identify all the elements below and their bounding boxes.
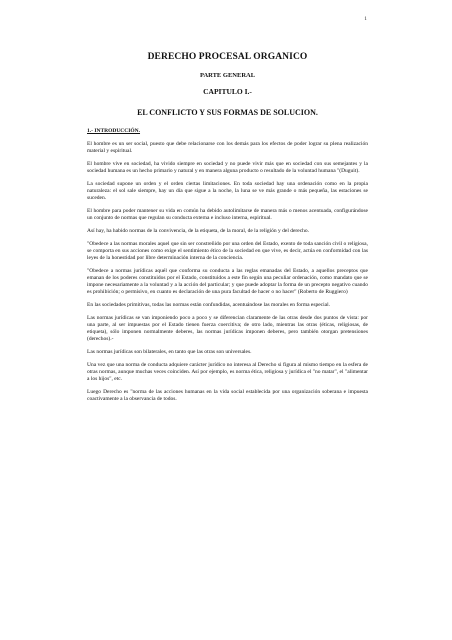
paragraph: Una vez que una norma de conducta adquiere carácter jurídico no interesa al Derecho si figura al mismo tiempo en la esfera de otras normas, aunque muchas veces coinciden. Así por ejemplo, es norma ética, religiosa y jurídica el "no matar", el "alimentar a los hijos", etc.: [87, 361, 368, 382]
paragraph: Las normas jurídicas se van imponiendo poco a poco y se diferencian claramente de las otras desde dos puntos de vista: por una parte, al ser impuestas por el Estado tienen fuerza coercitiva; de otro lado, mientras las otras (éticas, religiosas, de etiqueta), sólo imponen normalmente deberes, las normas jurídicas imponen deberes, pero también otorgan pretensiones (derechos).-: [87, 314, 368, 342]
paragraph: Luego Derecho es "norma de las acciones humanas en la vida social establecida por una organización soberana e impuesta coactivamente a la observancia de todos.: [87, 388, 368, 402]
chapter-title: EL CONFLICTO Y SUS FORMAS DE SOLUCION.: [137, 108, 318, 117]
paragraph: En las sociedades primitivas, todas las normas están confundidas, acentuándose las morales en forma especial.: [87, 301, 330, 308]
paragraph: La sociedad supone un orden y el orden ciertas limitaciones. En toda sociedad hay una ordenación como en la propia naturaleza: el sol sale siempre, hay un día que sigue a la noche, la luna se ve más grande o más pequeña, las estaciones se suceden.: [87, 181, 368, 201]
chapter-number: CAPITULO I.-: [203, 87, 252, 96]
paragraph: Las normas jurídicas son bilaterales, en tanto que las otras son universales.: [87, 348, 252, 355]
document-body: [87, 52, 368, 409]
paragraph: El hombre es un ser social, puesto que debe relacionarse con los demás para los efectos de poder lograr su plena realización material y espiritual.: [87, 141, 368, 154]
document-title: DERECHO PROCESAL ORGANICO: [147, 52, 308, 62]
document-subtitle: PARTE GENERAL: [199, 72, 256, 79]
paragraph: El hombre vive en sociedad, ha vivido siempre en sociedad y no puede vivir más que en sociedad con sus semejantes y la sociedad humana es un hecho primario y natural y en manera alguna producto o resultado de la voluntad humana "(Duguit).: [87, 161, 368, 174]
paragraph: "Obedece a las normas morales aquel que sin ser constreñido por una orden del Estado, exento de toda sanción civil o religiosa, se comporta en sus acciones como exige el sentimiento ético de la sociedad en que vive, es decir, actúa en conformidad con las leyes de la honestidad por libre determinación interna de la conciencia.: [87, 241, 368, 261]
section-heading: 1.- INTRODUCCIÓN.: [87, 128, 141, 134]
page-number: 1: [364, 16, 367, 22]
paragraph: El hombre para poder mantener su vida en común ha debido autolimitarse de manera más o menos acentuada, configurándose un conjunto de normas que regulan su conducta externa e incluso interna, espiritual.: [87, 207, 368, 221]
paragraph: Así hay, ha habido normas de la convivencia, de la etiqueta, de la moral, de la religión y del derecho.: [87, 227, 310, 234]
paragraph: "Obedece a normas jurídicas aquél que conforma su conducta a las reglas emanadas del Estado, a aquellos preceptos que emanan de los poderes constituidos por el Estado, constituidos a este fin según una peculiar ordenación, como mandato que se impone necesariamente a la voluntad y a la acción del particular; y que puede adoptar la forma de un precepto negativo cuando es prohibición; o permisivo, en cuanto es declaración de una pura facultad de hacer o no hacer" (Roberto de Ruggiero): [87, 267, 368, 295]
